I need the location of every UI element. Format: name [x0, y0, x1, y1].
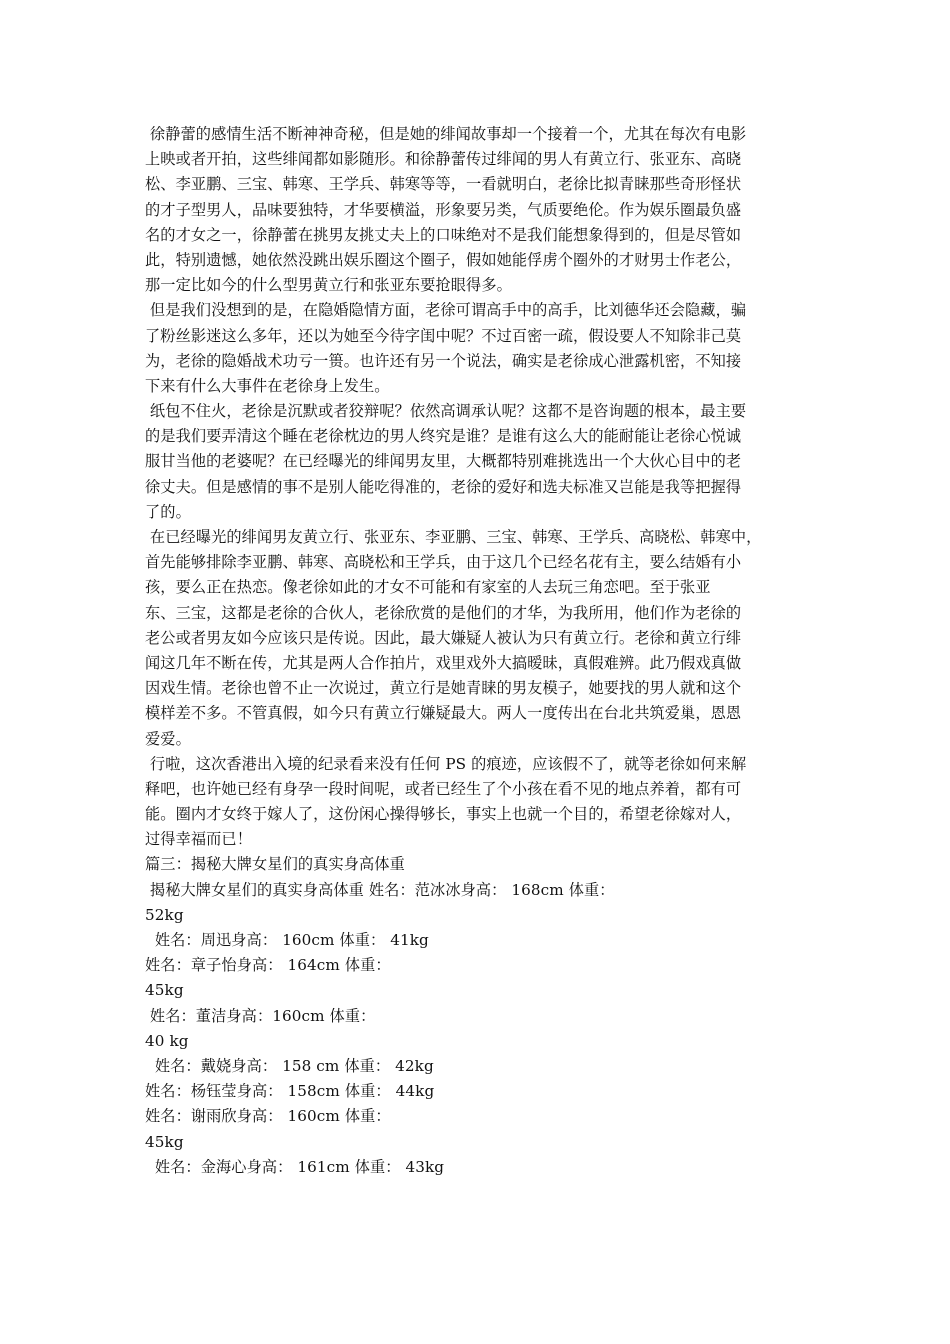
text-line: 52kg	[145, 905, 184, 924]
text-line: 下来有什么大事件在老徐身上发生。	[145, 376, 390, 395]
text-line: 松、李亚鹏、三宝、韩寒、王学兵、韩寒等等，一看就明白，老徐比拟青睐那些奇形怪状	[145, 175, 742, 194]
text-line: 40 kg	[145, 1031, 189, 1050]
text-line: 服甘当他的老婆呢？在已经曝光的绯闻男友里，大概都特别难挑选出一个大伙心目中的老	[145, 452, 742, 471]
text-line: 能。圈内才女终于嫁人了，这份闲心操得够长，事实上也就一个目的，希望老徐嫁对人，	[145, 805, 742, 824]
text-line: 行啦，这次香港出入境的纪录看来没有任何 PS 的痕迹，应该假不了，就等老徐如何来解	[145, 754, 747, 773]
text-line: 姓名：杨钰莹身高： 158cm 体重： 44kg	[145, 1082, 435, 1101]
text-line: 孩，要么正在热恋。像老徐如此的才女不可能和有家室的人去玩三角恋吧。至于张亚	[145, 578, 711, 597]
text-line: 为，老徐的隐婚战术功亏一篑。也许还有另一个说法，确实是老徐成心泄露机密，不知接	[145, 351, 742, 370]
text-line: 闻这几年不断在传，尤其是两人合作拍片，戏里戏外大搞暧昧，真假难辨。此乃假戏真做	[145, 653, 742, 672]
text-line: 爱爱。	[145, 729, 191, 748]
text-line: 姓名：金海心身高： 161cm 体重： 43kg	[145, 1157, 445, 1176]
text-line: 45kg	[145, 1132, 184, 1151]
text-line: 在已经曝光的绯闻男友黄立行、张亚东、李亚鹏、三宝、韩寒、王学兵、高晓松、韩寒中，	[145, 528, 762, 546]
text-line: 篇三：揭秘大牌女星们的真实身高体重	[145, 855, 405, 874]
text-line: 因戏生情。老徐也曾不止一次说过，黄立行是她青睐的男友模子，她要找的男人就和这个	[145, 679, 742, 698]
text-line: 的才子型男人，品味要独特，才华要横溢，形象要另类，气质要绝伦。作为娱乐圈最负盛	[145, 200, 742, 219]
text-line: 45kg	[145, 981, 184, 1000]
text-line: 姓名：董洁身高：160cm 体重：	[145, 1006, 376, 1025]
text-line: 的是我们要弄清这个睡在老徐枕边的男人终究是谁？是谁有这么大的能耐能让老徐心悦诚	[145, 427, 742, 446]
text-line: 首先能够排除李亚鹏、韩寒、高晓松和王学兵，由于这几个已经名花有主，要么结婚有小	[145, 553, 742, 572]
text-line: 徐丈夫。但是感情的事不是别人能吃得准的，老徐的爱好和选夫标准又岂能是我等把握得	[145, 477, 742, 496]
text-line: 上映或者开拍，这些绯闻都如影随形。和徐静蕾传过绯闻的男人有黄立行、张亚东、高晓	[145, 150, 742, 169]
text-line: 过得幸福而已！	[145, 830, 253, 849]
text-line: 但是我们没想到的是，在隐婚隐情方面，老徐可谓高手中的高手，比刘德华还会隐藏，骗	[145, 301, 747, 320]
text-line: 徐静蕾的感情生活不断神神奇秘，但是她的绯闻故事却一个接着一个，尤其在每次有电影	[145, 125, 747, 143]
document-body	[145, 122, 817, 1180]
text-line: 揭秘大牌女星们的真实身高体重 姓名：范冰冰身高： 168cm 体重：	[145, 880, 615, 899]
text-line: 老公或者男友如今应该只是传说。因此，最大嫌疑人被认为只有黄立行。老徐和黄立行绯	[145, 628, 742, 647]
text-line: 姓名：谢雨欣身高： 160cm 体重：	[145, 1107, 391, 1126]
text-line: 名的才女之一，徐静蕾在挑男友挑丈夫上的口味绝对不是我们能想象得到的，但是尽管如	[145, 225, 742, 244]
text-line: 此，特别遗憾，她依然没跳出娱乐圈这个圈子，假如她能俘虏个圈外的才财男士作老公，	[145, 250, 742, 269]
text-line: 了的。	[145, 502, 191, 521]
text-line: 了粉丝影迷这么多年，还以为她至今待字闺中呢？不过百密一疏，假设要人不知除非己莫	[145, 326, 742, 345]
text-line: 纸包不住火，老徐是沉默或者狡辩呢？依然高调承认呢？这都不是咨询题的根本，最主要	[145, 402, 747, 421]
text-line: 模样差不多。不管真假，如今只有黄立行嫌疑最大。两人一度传出在台北共筑爱巢，恩恩	[145, 704, 742, 723]
text-line: 那一定比如今的什么型男黄立行和张亚东要抢眼得多。	[145, 276, 512, 295]
text-line: 东、三宝，这都是老徐的合伙人，老徐欣赏的是他们的才华，为我所用，他们作为老徐的	[145, 603, 742, 622]
text-line: 姓名：章子怡身高： 164cm 体重：	[145, 956, 391, 975]
text-line: 姓名：周迅身高： 160cm 体重： 41kg	[145, 931, 429, 949]
text-line: 姓名：戴娆身高： 158 cm 体重： 42kg	[145, 1056, 434, 1075]
text-line: 释吧，也许她已经有身孕一段时间呢，或者已经生了个小孩在看不见的地点养着，都有可	[145, 779, 742, 798]
